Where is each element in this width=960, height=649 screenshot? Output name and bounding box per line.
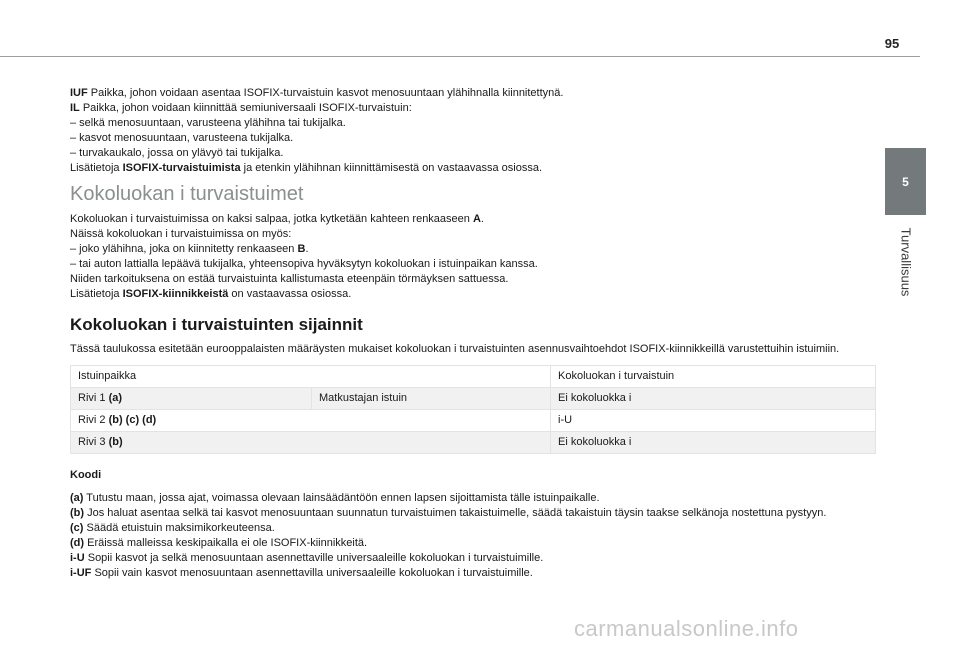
i-size-bullet-2: – tai auton lattialla lepäävä tukijalka, yhteensopiva hyväksytyn kokoluokan i istuinpaikan kanssa. [70, 258, 538, 270]
row-2-seat [71, 410, 551, 432]
key-text-d: Eräissä malleissa keskipaikalla ei ole ISOFIX-kiinnikkeitä. [84, 537, 368, 549]
key-list [70, 491, 876, 581]
intro-bullet-3: – turvakaukalo, jossa on ylävyö tai tukijalka. [70, 147, 284, 159]
i-size-ref-post: on vastaavassa osiossa. [228, 288, 352, 300]
key-item-a [70, 491, 876, 506]
row-1-codes: (a) [108, 392, 123, 404]
key-code-d: (d) [70, 537, 85, 549]
row-3-value: Ei kokoluokka i [551, 432, 876, 454]
header-seat-position: Istuinpaikka [71, 366, 551, 388]
header-i-size-seat: Kokoluokan i turvaistuin [551, 366, 876, 388]
key-text-a: Tutustu maan, jossa ajat, voimassa olevaan lainsäädäntöön ennen lapsen sijoittamista tälle istuinpaikalle. [83, 492, 600, 504]
intro-reference [70, 161, 876, 176]
key-text-b: Jos haluat asentaa selkä tai kasvot menosuuntaan suunnatun turvaistuimen takaistuimelle, säädä takaistuin täysin taakse selkänoja nostettuna pystyyn. [84, 507, 827, 519]
intro-text-iuf: Paikka, johon voidaan asentaa ISOFIX-turvaistuin kasvot menosuuntaan ylähihnalla kiinnitettynä. [87, 87, 564, 99]
key-text-i-uf: Sopii vain kasvot menosuuntaan asennettavilla universaaleille kokoluokan i turvaistuimille. [91, 567, 533, 579]
key-title: Koodi [70, 469, 102, 481]
i-size-ref-link: ISOFIX-kiinnikkeistä [122, 288, 229, 300]
ring-a-label: A [472, 213, 481, 225]
key-code-c: (c) [70, 522, 84, 534]
i-size-line-1 [70, 212, 876, 227]
row-1-value: Ei kokoluokka i [551, 388, 876, 410]
key-item-i-uf [70, 566, 876, 581]
chapter-tab[interactable]: 5 [885, 148, 926, 215]
intro-bullet-2: – kasvot menosuuntaan, varusteena tukijalka. [70, 132, 294, 144]
i-size-bullet-1-post: . [305, 243, 309, 255]
row-1-position: Matkustajan istuin [312, 388, 551, 410]
row-3-codes: (b) [108, 436, 123, 448]
row-2-value: i-U [551, 410, 876, 432]
page-content [70, 86, 876, 581]
key-text-i-u: Sopii kasvot ja selkä menosuuntaan asennettaville universaaleille kokoluokan i turvaistuimille. [84, 552, 544, 564]
row-3-label: Rivi 3 [78, 436, 109, 448]
i-size-locations-table [70, 365, 876, 454]
locations-paragraph: Tässä taulukossa esitetään eurooppalaisten määräysten mukaiset kokoluokan i turvaistuinten asennusvaihtoehdot ISOFIX-kiinnikkeillä varustettuihin istuimiin. [70, 343, 840, 355]
i-size-bullet-1-pre: – joko ylähihna, joka on kiinnitetty renkaaseen [70, 243, 298, 255]
intro-bullet-1: – selkä menosuuntaan, varusteena ylähihna tai tukijalka. [70, 117, 346, 129]
key-item-c [70, 521, 876, 536]
key-code-i-uf: i-UF [70, 567, 92, 579]
row-3-seat [71, 432, 551, 454]
chapter-title: Turvallisuus [898, 227, 914, 297]
i-size-reference [70, 287, 876, 302]
watermark: carmanualsonline.info [574, 616, 799, 641]
key-item-b [70, 506, 876, 521]
row-1-seat [71, 388, 312, 410]
key-item-d [70, 536, 876, 551]
intro-text-il: Paikka, johon voidaan kiinnittää semiuniversaali ISOFIX-turvaistuin: [79, 102, 412, 114]
i-size-line-2: Näissä kokoluokan i turvaistuimissa on myös: [70, 228, 292, 240]
key-item-i-u [70, 551, 876, 566]
table-row [71, 410, 876, 432]
i-size-line-1-pre: Kokoluokan i turvaistuimissa on kaksi salpaa, jotka kytketään kahteen renkaaseen [70, 213, 473, 225]
key-code-i-u: i-U [70, 552, 85, 564]
intro-block [70, 86, 876, 176]
table-row [71, 388, 876, 410]
intro-ref-pre: Lisätietoja [70, 162, 123, 174]
row-1-label: Rivi 1 [78, 392, 109, 404]
intro-ref-post: ja etenkin ylähihnan kiinnittämisestä on vastaavassa osiossa. [240, 162, 543, 174]
row-2-label: Rivi 2 [78, 414, 109, 426]
section-heading-i-size-locations: Kokoluokan i turvaistuinten sijainnit [70, 315, 363, 334]
i-size-seats-block [70, 212, 876, 302]
section-heading-i-size-seats: Kokoluokan i turvaistuimet [70, 183, 304, 205]
code-il: IL [70, 102, 80, 114]
key-text-c: Säädä etuistuin maksimikorkeuteensa. [83, 522, 275, 534]
key-code-b: (b) [70, 507, 85, 519]
i-size-line-1-post: . [480, 213, 484, 225]
header-divider [0, 56, 920, 57]
i-size-bullet-1 [70, 242, 876, 257]
table-header-row [71, 366, 876, 388]
row-2-codes: (b) (c) (d) [108, 414, 157, 426]
intro-ref-link: ISOFIX-turvaistuimista [122, 162, 241, 174]
intro-line-il [70, 101, 876, 116]
table-row [71, 432, 876, 454]
key-code-a: (a) [70, 492, 84, 504]
i-size-ref-pre: Lisätietoja [70, 288, 123, 300]
intro-line-iuf [70, 86, 876, 101]
ring-b-label: B [297, 243, 306, 255]
code-iuf: IUF [70, 87, 88, 99]
i-size-line-5: Niiden tarkoituksena on estää turvaistuinta kallistumasta eteenpäin törmäyksen sattuessa. [70, 273, 509, 285]
page-number: 95 [884, 36, 900, 51]
